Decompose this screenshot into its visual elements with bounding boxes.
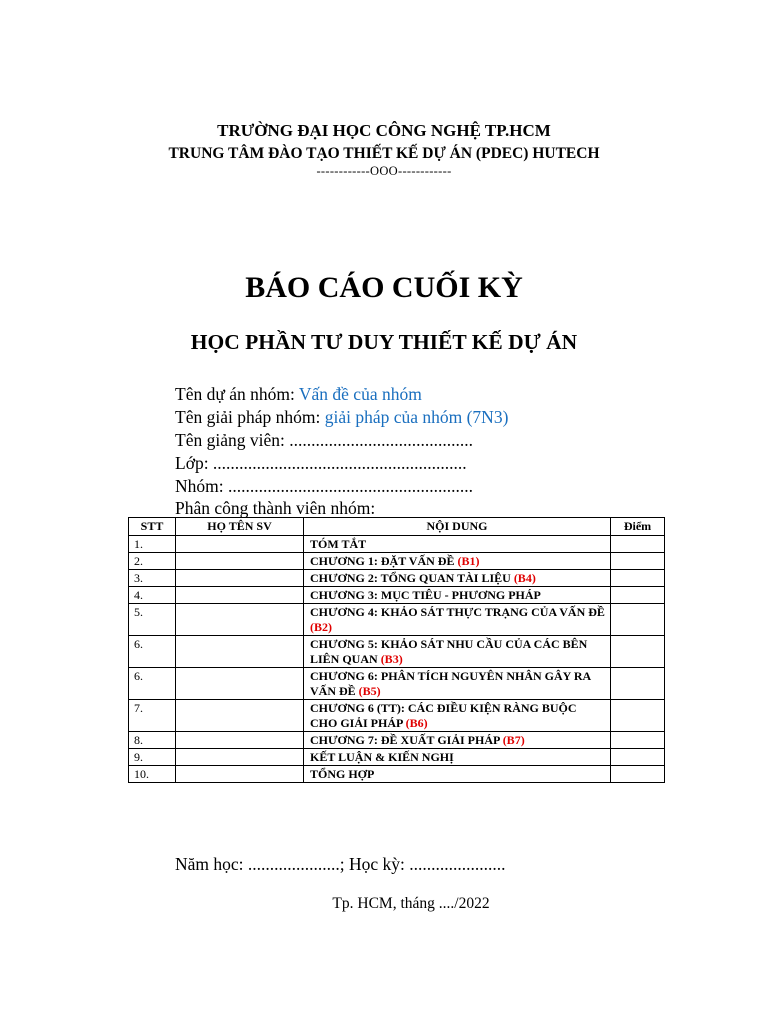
row-content-text: CHƯƠNG 4: KHẢO SÁT THỰC TRẠNG CỦA VẤN ĐỀ <box>310 605 605 619</box>
row-stt: 6. <box>129 636 176 668</box>
academic-year-line: Năm học: .....................; Học kỳ: ...................... <box>175 854 506 874</box>
report-title: BÁO CÁO CUỐI KỲ <box>245 271 523 304</box>
separator: ------------OOO------------ <box>316 164 452 178</box>
row-content-tag: (B1) <box>457 554 480 568</box>
class-line: Lớp: .......................................................... <box>175 453 467 473</box>
row-student-name[interactable] <box>176 668 304 700</box>
project-name-label: Tên dự án nhóm: <box>175 384 299 404</box>
row-student-name[interactable] <box>176 636 304 668</box>
row-content-text: CHƯƠNG 3: MỤC TIÊU - PHƯƠNG PHÁP <box>310 588 541 602</box>
row-student-name[interactable] <box>176 536 304 553</box>
table-row <box>129 536 665 553</box>
row-student-name[interactable] <box>176 766 304 783</box>
row-score[interactable] <box>611 636 665 668</box>
table-row <box>129 604 665 636</box>
row-content-text: CHƯƠNG 2: TỔNG QUAN TÀI LIỆU <box>310 571 514 585</box>
row-content-text: CHƯƠNG 1: ĐẶT VẤN ĐỀ <box>310 554 458 568</box>
row-stt: 4. <box>129 587 176 604</box>
row-content <box>304 553 611 570</box>
lecturer-line: Tên giảng viên: .......................................... <box>175 430 473 450</box>
row-stt: 3. <box>129 570 176 587</box>
course-title: HỌC PHẦN TƯ DUY THIẾT KẾ DỰ ÁN <box>190 330 578 354</box>
row-student-name[interactable] <box>176 587 304 604</box>
row-content <box>304 668 611 700</box>
group-line: Nhóm: ........................................................ <box>175 476 473 496</box>
table-row <box>129 636 665 668</box>
row-content-text: CHƯƠNG 6 (TT): CÁC ĐIỀU KIỆN RÀNG BUỘC CHO GIẢI PHÁP <box>310 701 577 730</box>
row-score[interactable] <box>611 732 665 749</box>
row-student-name[interactable] <box>176 732 304 749</box>
row-content-tag: (B6) <box>405 716 428 730</box>
row-content-tag: (B3) <box>380 652 403 666</box>
row-score[interactable] <box>611 587 665 604</box>
row-content-tag: (B2) <box>310 620 332 634</box>
assignment-label: Phân công thành viên nhóm: <box>175 498 376 518</box>
row-content <box>304 732 611 749</box>
table-row <box>129 766 665 783</box>
row-content-text: CHƯƠNG 5: KHẢO SÁT NHU CẦU CỦA CÁC BÊN LIÊN QUAN <box>310 637 588 666</box>
row-content-tag: (B5) <box>358 684 381 698</box>
row-content-text: TỔNG HỢP <box>310 767 375 781</box>
project-name-line <box>175 383 422 405</box>
row-student-name[interactable] <box>176 749 304 766</box>
row-content <box>304 604 611 636</box>
solution-name-label: Tên giải pháp nhóm: <box>175 407 325 427</box>
row-student-name[interactable] <box>176 604 304 636</box>
header-content: NỘI DUNG <box>304 518 611 536</box>
row-content-text: CHƯƠNG 6: PHÂN TÍCH NGUYÊN NHÂN GÂY RA VẤN ĐỀ <box>310 669 591 698</box>
row-content-text: CHƯƠNG 7: ĐỀ XUẤT GIẢI PHÁP <box>310 733 503 747</box>
place-date: Tp. HCM, tháng ..../2022 <box>332 895 490 912</box>
row-content <box>304 700 611 732</box>
row-stt: 1. <box>129 536 176 553</box>
row-content <box>304 636 611 668</box>
assignment-table <box>128 517 665 783</box>
row-score[interactable] <box>611 553 665 570</box>
row-content <box>304 749 611 766</box>
row-content <box>304 587 611 604</box>
header-score: Điểm <box>611 518 665 536</box>
school-name: TRƯỜNG ĐẠI HỌC CÔNG NGHỆ TP.HCM <box>217 121 551 140</box>
row-score[interactable] <box>611 668 665 700</box>
table-row <box>129 668 665 700</box>
row-content <box>304 536 611 553</box>
row-score[interactable] <box>611 749 665 766</box>
table-row <box>129 570 665 587</box>
row-content-tag: (B4) <box>513 571 536 585</box>
row-content <box>304 570 611 587</box>
row-content <box>304 766 611 783</box>
table-row <box>129 749 665 766</box>
row-stt: 5. <box>129 604 176 636</box>
row-score[interactable] <box>611 700 665 732</box>
row-content-tag: (B7) <box>502 733 525 747</box>
row-stt: 7. <box>129 700 176 732</box>
row-stt: 9. <box>129 749 176 766</box>
row-content-text: KẾT LUẬN & KIẾN NGHỊ <box>310 750 454 764</box>
row-stt: 6. <box>129 668 176 700</box>
row-score[interactable] <box>611 766 665 783</box>
row-score[interactable] <box>611 570 665 587</box>
solution-name-value: giải pháp của nhóm (7N3) <box>324 407 509 427</box>
table-header-row <box>129 518 665 536</box>
table-row <box>129 732 665 749</box>
row-student-name[interactable] <box>176 553 304 570</box>
center-name: TRUNG TÂM ĐÀO TẠO THIẾT KẾ DỰ ÁN (PDEC) HUTECH <box>168 145 600 162</box>
header-stt: STT <box>129 518 176 536</box>
row-score[interactable] <box>611 536 665 553</box>
project-name-value: Vấn đề của nhóm <box>298 384 422 404</box>
solution-name-line <box>175 406 508 428</box>
row-content-text: TÓM TẮT <box>310 537 367 551</box>
row-stt: 10. <box>129 766 176 783</box>
row-stt: 2. <box>129 553 176 570</box>
table-row <box>129 553 665 570</box>
table-row <box>129 587 665 604</box>
row-score[interactable] <box>611 604 665 636</box>
table-row <box>129 700 665 732</box>
row-stt: 8. <box>129 732 176 749</box>
row-student-name[interactable] <box>176 570 304 587</box>
header-student-name: HỌ TÊN SV <box>176 518 304 536</box>
row-student-name[interactable] <box>176 700 304 732</box>
